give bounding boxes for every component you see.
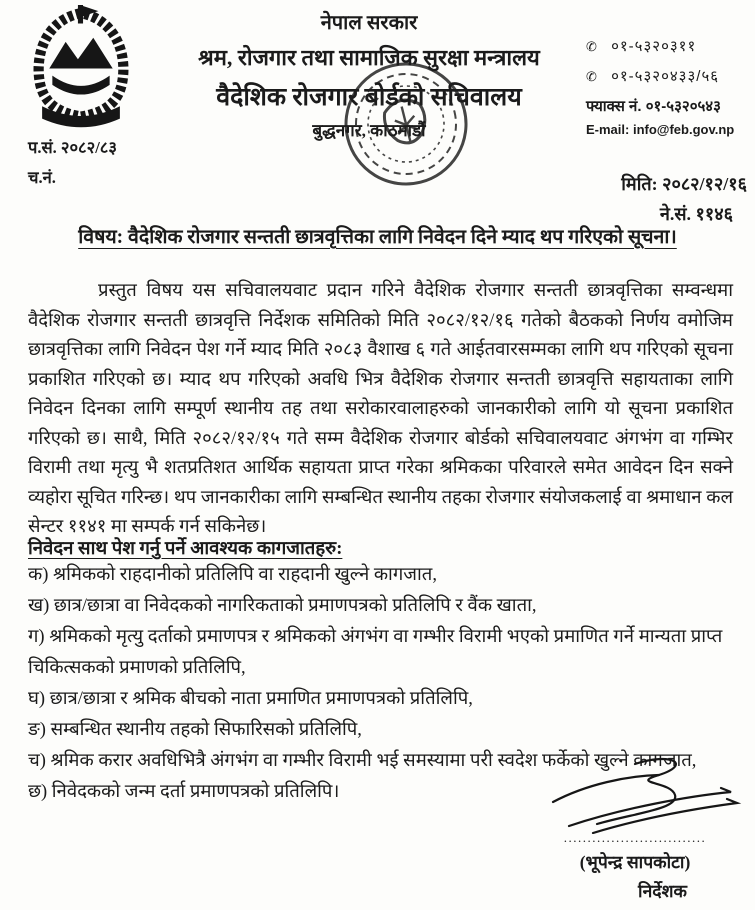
government-title: नेपाल सरकार <box>320 12 418 34</box>
document-item: घ) छात्र/छात्रा र श्रमिक बीचको नाता प्रमाणित प्रमाणपत्रको प्रतिलिपि, <box>28 689 473 709</box>
fax-number: फ्याक्स नं. ०१-५३२०५४३ <box>586 98 721 115</box>
document-item: च) श्रमिक करार अवधिभित्रै अंगभंग वा गम्भीर विरामी भई समस्यामा परी स्वदेश फर्केको खुल्ने कागजात, <box>28 751 697 771</box>
signature-icon <box>535 750 745 834</box>
office-address: बुद्धनगर, काठमाडौं <box>312 121 426 140</box>
document-item: ग) श्रमिकको मृत्यु दर्ताको प्रमाणपत्र र श्रमिकको अंगभंग वा गम्भीर विरामी भएको प्रमाणित गर्ने मान्यता प्राप्त चिकित्सकको प्रमाणको प्रतिलिपि, <box>28 627 723 678</box>
signatory-name: (भूपेन्द्र सापकोटा) <box>579 852 691 872</box>
signature-block <box>525 750 745 903</box>
subject-line <box>14 222 741 249</box>
letter-date: मिति: २०८२/१२/१६ <box>621 174 747 194</box>
signatory-designation: निर्देशक <box>638 881 687 901</box>
documents-heading: निवेदन साथ पेश गर्नु पर्ने आवश्यक कागजातहरु: <box>28 539 343 559</box>
reference-block <box>28 133 117 193</box>
subject-text: विषय: वैदेशिक रोजगार सन्तती छात्रवृत्तिका लागि निवेदन दिने म्याद थप गरिएको सूचना। <box>78 227 677 248</box>
phone-line-1 <box>586 36 754 56</box>
date-block <box>621 169 747 229</box>
document-item: ख) छात्र/छात्रा वा निवेदकको नागरिकताको प्रमाणपत्रको प्रतिलिपि र वैंक खाता, <box>28 596 537 616</box>
nepal-government-emblem-icon <box>24 4 138 137</box>
phone-number-1: ०१-५३२०३११ <box>611 38 697 55</box>
patra-sankhya: प.सं. २०८२/८३ <box>28 138 117 157</box>
document-item: ङ) सम्बन्धित स्थानीय तहको सिफारिसको प्रतिलिपि, <box>28 720 362 740</box>
contact-block <box>586 36 754 137</box>
document-item: छ) निवेदकको जन्म दर्ता प्रमाणपत्रको प्रतिलिपि। <box>28 782 340 802</box>
chalani-number: च.नं. <box>28 168 56 187</box>
ne-sa-number: ने.सं. ११४६ <box>659 204 733 224</box>
phone-number-2: ०१-५३२०४३३/५६ <box>611 68 720 85</box>
phone-icon: ✆ <box>586 69 598 84</box>
body-paragraph: प्रस्तुत विषय यस सचिवालयवाट प्रदान गरिने वैदेशिक रोजगार सन्तती छात्रवृत्तिका सम्वन्धमा वैदेशिक रोजगार सन्तती छात्रवृत्ति निर्देशक समितिको मिति २०८२/१२/१६ गतेको बैठकको निर्णय वमोजिम छात्रवृत्तिका लागि निवेदन पेश गर्ने म्याद मिति २०८३ वैशाख ६ गते आईतवारसम्मका लागि थप गरिएको सूचना प्रकाशित गरिएको छ। म्याद थप गरिएको अवधि भित्र वैदेशिक रोजगार सन्तती छात्रवृत्ति सहायताका लागि निवेदन दिनका लागि सम्पूर्ण स्थानीय तह तथा सरोकारवालाहरुको जानकारीको लागि यो सूचना प्रकाशित गरिएको छ। साथै, मिति २०८२/१२/१५ गते सम्म वैदेशिक रोजगार बोर्डको सचिवालयवाट अंगभंग वा गम्भिर विरामी तथा मृत्यु भै शतप्रतिशत आर्थिक सहायता प्राप्त गरेका श्रमिकका परिवारले समेत आवेदन दिन सक्ने व्यहोरा सूचित गरिन्छ। थप जानकारीका लागि सम्बन्धित स्थानीय तहका रोजगार संयोजकलाई वा श्रमाधान कल सेन्टर ११४१ मा सम्पर्क गर्न सकिनेछ। <box>28 281 733 537</box>
ministry-title: श्रम, रोजगार तथा सामाजिक सुरक्षा मन्त्रालय <box>198 45 540 70</box>
document-item: क) श्रमिकको राहदानीको प्रतिलिपि वा राहदानी खुल्ने कागजात, <box>28 565 437 585</box>
phone-icon: ✆ <box>586 39 598 54</box>
phone-line-2 <box>586 66 754 86</box>
signature-dotted-line: .............................. <box>563 830 707 845</box>
email-address: E-mail: info@feb.gov.np <box>586 122 735 137</box>
office-title: वैदेशिक रोजगार बोर्डको सचिवालय <box>216 84 522 111</box>
